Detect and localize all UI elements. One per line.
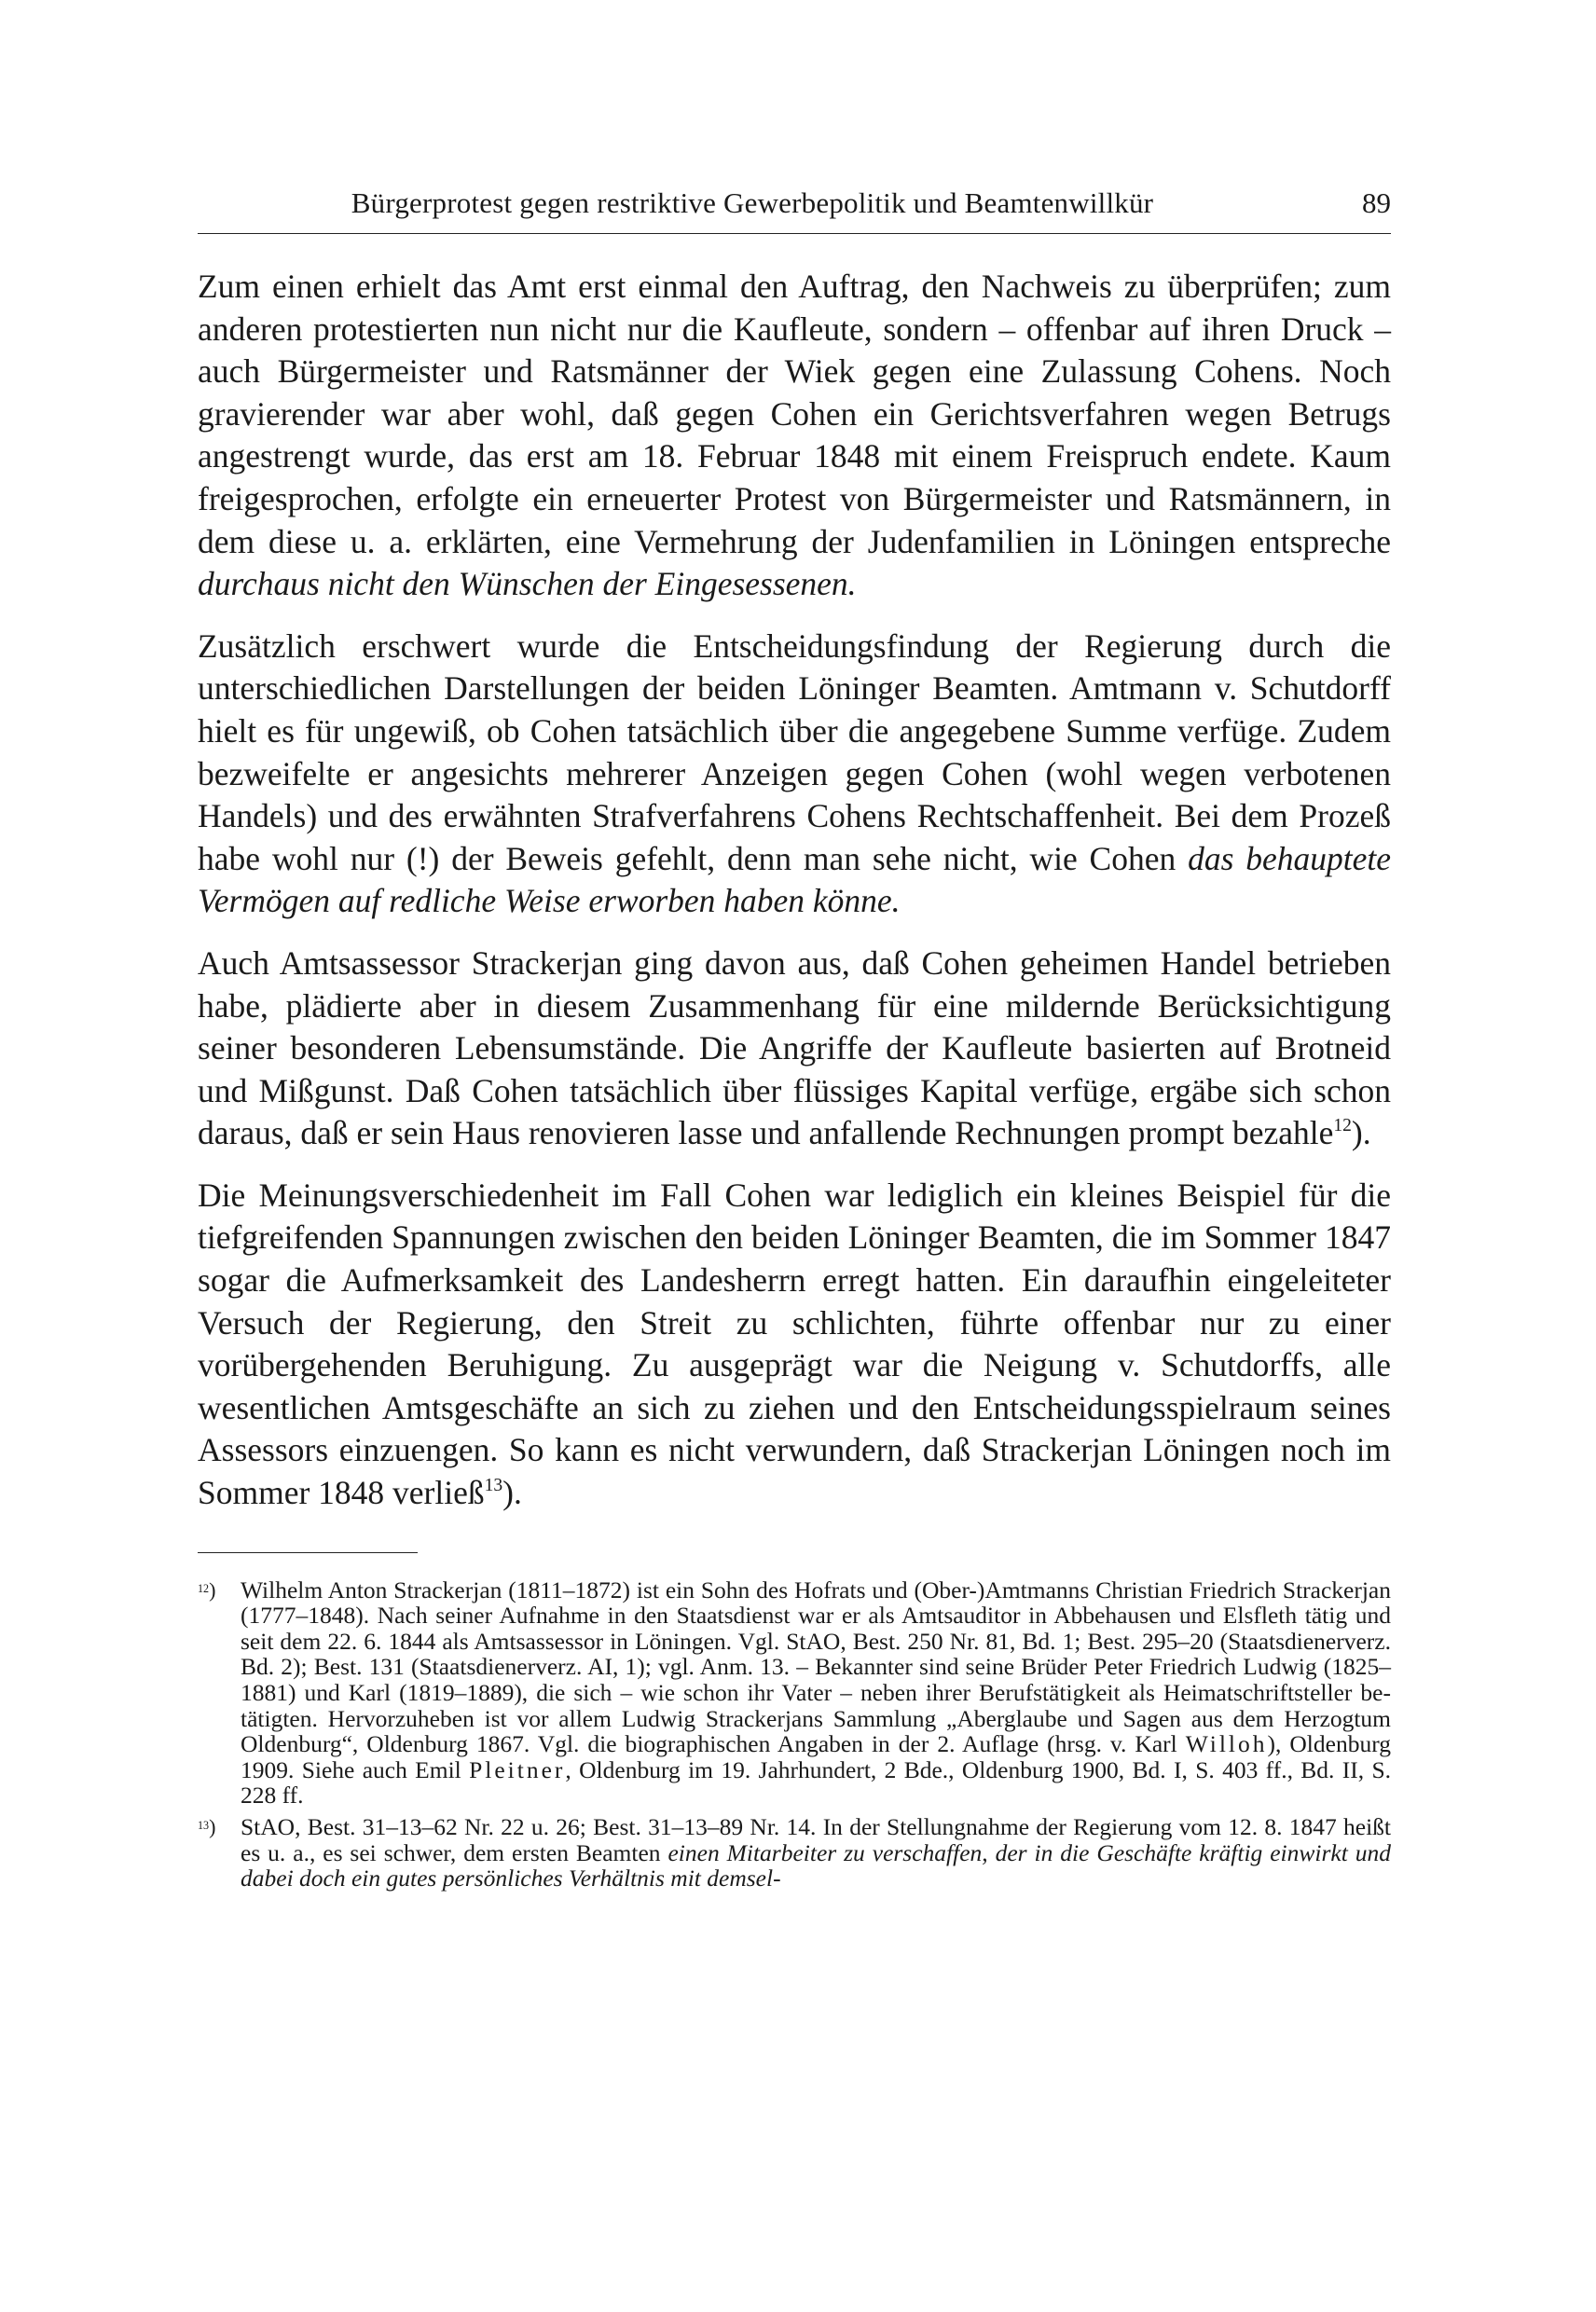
paragraph-text: ). xyxy=(1351,1114,1371,1152)
running-title: Bürgerprotest gegen restriktive Gewerbepolitik und Beamtenwillkür xyxy=(351,186,1154,219)
book-page xyxy=(198,186,1391,1897)
quoted-phrase: durchaus nicht den Wünschen der Eingesessenen. xyxy=(198,565,857,603)
footnote-reference[interactable]: 12 xyxy=(1333,1116,1352,1136)
footnote-text: ), Oldenburg 1909. Siehe auch Emil xyxy=(241,1730,1391,1783)
footnote-text: StAO, Best. 31–13–62 Nr. 22 u. 26; Best. 31–13–89 Nr. 14. In der Stellungnahme der Regierung vom 12. 8. 1847 heißt es u. a., es sei schwer, dem ersten Beamten xyxy=(241,1812,1391,1866)
paragraph-text: Die Meinungsverschiedenheit im Fall Cohen war lediglich ein kleines Beispiel für die tiefgreifenden Spannungen zwischen den beiden Löninger Beamten, die im Sommer 1847 sogar die Aufmerksamkeit des Landesherrn erregt hatten. Ein daraufhin eingeleiteter Versuch der Regierung, den Streit zu schlichten, führte offenbar nur zu einer vorübergehenden Beruhigung. Zu ausgeprägt war die Neigung v. Schutdorffs, alle wesentlichen Amtsgeschäfte an sich zu ziehen und den Entscheidungsspielraum seines Assessors einzuengen. So kann es nicht verwundern, daß Strackerjan Löningen noch im Sommer 1848 verließ xyxy=(198,1176,1391,1512)
paragraph xyxy=(198,1175,1391,1515)
body-text xyxy=(198,266,1391,1515)
footnote-marker: $^{12}$) xyxy=(198,1577,216,1602)
footnotes xyxy=(198,1577,1391,1892)
paragraph-text: Zum einen erhielt das Amt erst einmal den Auftrag, den Nachweis zu überprüfen; zum anderen protestierten nun nicht nur die Kaufleute, sondern – offenbar auf ihren Druck – auch Bürgermeister und Ratsmänner der Wiek gegen eine Zulassung Cohens. Noch gravierender war aber wohl, daß gegen Cohen ein Gerichtsverfahren wegen Betrugs angestrengt wurde, das erst am 18. Februar 1848 mit einem Freispruch endete. Kaum freigesprochen, erfolgte ein erneuerter Protest von Bürgermeister und Ratsmännern, in dem diese u. a. erklärten, eine Vermehrung der Judenfamilien in Löningen entspreche xyxy=(198,268,1391,560)
quoted-phrase: einen Mitarbeiter zu verschaffen, der in die Geschäfte kräftig einwirkt und dabei doch ein gutes persönliches Verhältnis mit demsel- xyxy=(241,1838,1392,1892)
paragraph xyxy=(198,626,1391,923)
footnote-13 xyxy=(198,1814,1391,1892)
footnote-reference[interactable]: 13 xyxy=(484,1475,503,1495)
author-name: Pleitner xyxy=(469,1755,566,1783)
footnote-marker: $^{13}$) xyxy=(198,1814,216,1838)
paragraph xyxy=(198,943,1391,1155)
footnote-text: , Oldenburg im 19. Jahrhundert, 2 Bde., Oldenburg 1900, Bd. I, S. 403 ff., Bd. II, S. 228 ff. xyxy=(241,1755,1391,1810)
paragraph-text: Auch Amtsassessor Strackerjan ging davon aus, daß Cohen geheimen Handel betrieben habe, plädierte aber in diesem Zusammenhang für eine mildernde Berücksichtigung seiner besonderen Lebensumstände. Die Angriffe der Kaufleute basierten auf Brotneid und Mißgunst. Daß Cohen tatsächlich über flüssiges Kapital verfüge, ergäbe sich schon daraus, daß er sein Haus renovieren lasse und anfallende Rechnungen prompt bezahle xyxy=(198,943,1391,1152)
footnote-text: Wilhelm Anton Strackerjan (1811–1872) ist ein Sohn des Hofrats und (Ober-)Amtmanns Christian Friedrich Strackerjan (1777–1848). Nach seiner Aufnahme in den Staatsdienst war er als Amtsauditor in Abbehausen und Elsfleth tätig und seit dem 22. 6. 1844 als Amtsassessor in Löningen. Vgl. StAO, Best. 250 Nr. 81, Bd. 1; Best. 295–20 (Staatsdienerverz. Bd. 2); Best. 131 (Staatsdienerverz. AI, 1); vgl. Anm. 13. – Bekannter sind seine Brüder Peter Friedrich Ludwig (1825–1881) und Karl (1819–1889), die sich – wie schon ihr Vater – neben ihrer Berufstätigkeit als Heimatschriftsteller betätigten. Hervorzuheben ist vor allem Ludwig Strackerjans Sammlung „Aberglaube und Sagen aus dem Herzogtum Oldenburg“, Oldenburg 1867. Vgl. die biographischen Angaben in der 2. Auflage (hrsg. v. Karl xyxy=(241,1576,1391,1758)
paragraph-text: ). xyxy=(502,1474,522,1512)
paragraph-text: Zusätzlich erschwert wurde die Entscheidungsfindung der Regierung durch die unterschiedlichen Darstellungen der beiden Löninger Beamten. Amtmann v. Schutdorff hielt es für ungewiß, ob Cohen tatsächlich über die angegebene Summe verfüge. Zudem bezweifelte er angesichts mehrerer Anzeigen gegen Cohen (wohl wegen verbotenen Handels) und des erwähnten Strafverfahrens Cohens Rechtschaffenheit. Bei dem Prozeß habe wohl nur (!) der Beweis gefehlt, denn man sehe nicht, wie Cohen xyxy=(198,626,1391,877)
quoted-phrase: das behauptete Vermögen auf redliche Weise erworben haben könne. xyxy=(198,839,1392,920)
footnote-12 xyxy=(198,1577,1391,1809)
page-number: 89 xyxy=(1362,186,1391,219)
running-head xyxy=(198,186,1391,234)
paragraph xyxy=(198,266,1391,606)
footnote-divider xyxy=(198,1552,418,1553)
author-name: Willoh xyxy=(1185,1730,1268,1758)
